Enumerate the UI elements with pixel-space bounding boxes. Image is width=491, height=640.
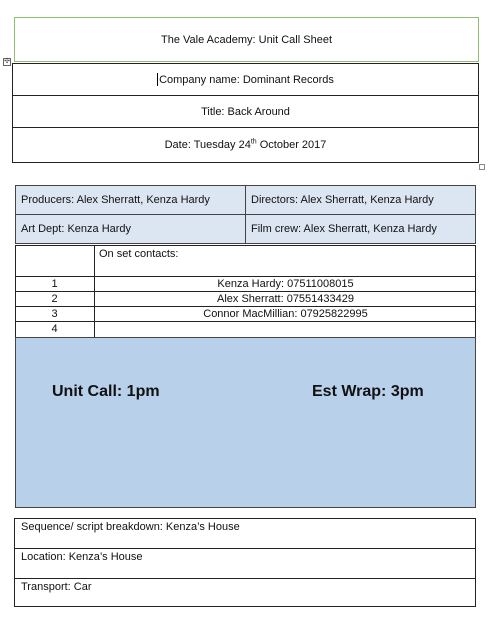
song-title: Title: Back Around — [201, 105, 290, 118]
art-dept-cell[interactable]: Art Dept: Kenza Hardy — [15, 214, 246, 244]
company-name: Company name: Dominant Records — [159, 73, 334, 86]
contact-entry[interactable]: Kenza Hardy: 07511008015 — [217, 278, 354, 290]
contact-number: 4 — [51, 323, 58, 335]
table-move-handle-icon[interactable]: ✣ — [4, 58, 10, 65]
call-times-block[interactable] — [15, 337, 476, 508]
directors-cell[interactable]: Directors: Alex Sherratt, Kenza Hardy — [245, 185, 476, 215]
contact-entry[interactable]: Alex Sherratt: 07551433429 — [217, 293, 354, 305]
contact-entry[interactable]: Connor MacMillian: 07925822995 — [203, 308, 368, 320]
contact-number: 3 — [51, 308, 58, 320]
film-crew-cell[interactable]: Film crew: Alex Sherratt, Kenza Hardy — [245, 214, 476, 244]
title-row[interactable] — [12, 95, 479, 128]
date-text: Date: Tuesday 24th October 2017 — [164, 138, 327, 151]
est-wrap-time: Est Wrap: 3pm — [312, 383, 424, 400]
text-cursor — [157, 73, 158, 86]
unit-call-time: Unit Call: 1pm — [52, 383, 160, 400]
contacts-heading: On set contacts: — [99, 248, 179, 260]
contact-number: 2 — [51, 293, 58, 305]
producers-cell[interactable]: Producers: Alex Sherratt, Kenza Hardy — [15, 185, 246, 215]
contact-number: 1 — [51, 278, 58, 290]
date-row[interactable] — [12, 127, 479, 163]
contacts-divider — [15, 276, 476, 277]
location-row[interactable]: Location: Kenza’s House — [14, 548, 476, 579]
company-row[interactable] — [12, 63, 479, 96]
sheet-title: The Vale Academy: Unit Call Sheet — [161, 33, 332, 46]
contacts-divider — [15, 306, 476, 307]
sheet-title-box — [14, 17, 479, 62]
contacts-divider — [15, 291, 476, 292]
table-resize-handle[interactable] — [479, 164, 485, 170]
sequence-row[interactable]: Sequence/ script breakdown: Kenza’s House — [14, 518, 476, 549]
transport-row[interactable]: Transport: Car — [14, 578, 476, 607]
contacts-divider — [15, 321, 476, 322]
